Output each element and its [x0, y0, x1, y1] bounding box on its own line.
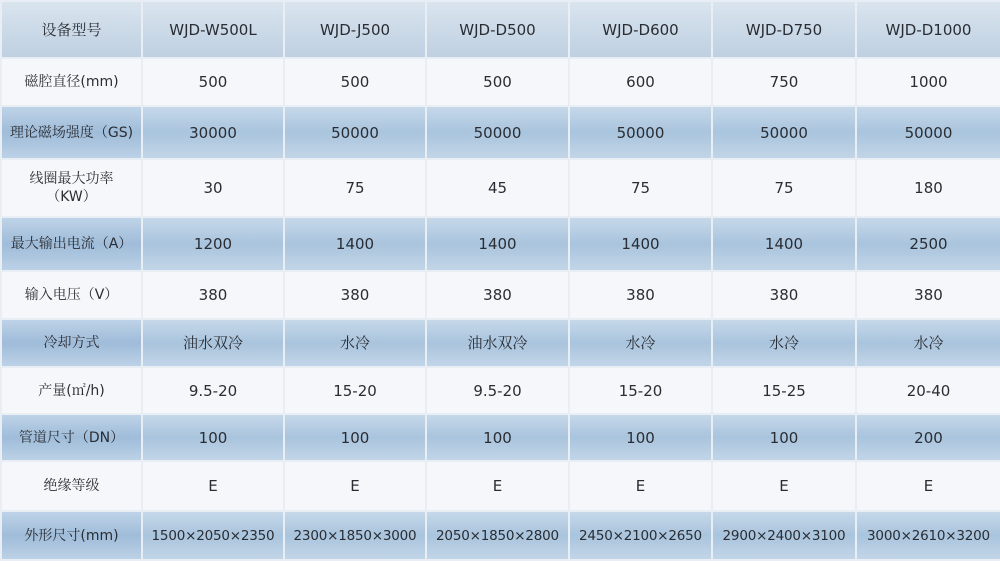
table-cell: E [569, 461, 712, 511]
table-cell: 9.5-20 [426, 367, 569, 414]
table-cell: 380 [284, 271, 426, 319]
row-label: 产量(㎡/h) [1, 367, 142, 414]
table-cell: 380 [856, 271, 1000, 319]
table-cell: 1400 [712, 217, 856, 271]
header-label: 设备型号 [1, 1, 142, 58]
table-header-row [1, 1, 1000, 58]
table-cell: E [284, 461, 426, 511]
table-cell: 20-40 [856, 367, 1000, 414]
table-cell: 1400 [284, 217, 426, 271]
table-cell: 2500 [856, 217, 1000, 271]
table-cell: E [856, 461, 1000, 511]
table-cell: 380 [142, 271, 284, 319]
table-cell: 油水双冷 [426, 319, 569, 367]
table-cell: 2050×1850×2800 [426, 511, 569, 560]
table-row [1, 511, 1000, 560]
table-cell: 1500×2050×2350 [142, 511, 284, 560]
table-row [1, 159, 1000, 217]
table-cell: 9.5-20 [142, 367, 284, 414]
table-row [1, 106, 1000, 159]
table-cell: 380 [569, 271, 712, 319]
row-label: 管道尺寸（DN） [1, 414, 142, 461]
table-row [1, 319, 1000, 367]
table-cell: 75 [284, 159, 426, 217]
table-cell: 水冷 [712, 319, 856, 367]
table-cell: 50000 [426, 106, 569, 159]
header-model: WJD-D500 [426, 1, 569, 58]
table-cell: 水冷 [856, 319, 1000, 367]
header-model: WJD-D750 [712, 1, 856, 58]
row-label: 外形尺寸(mm) [1, 511, 142, 560]
header-model: WJD-D1000 [856, 1, 1000, 58]
table-cell: 500 [142, 58, 284, 106]
table-cell: 100 [712, 414, 856, 461]
table-cell: 500 [284, 58, 426, 106]
row-label: 最大输出电流（A） [1, 217, 142, 271]
table-cell: 100 [142, 414, 284, 461]
table-cell: 750 [712, 58, 856, 106]
table-cell: 75 [712, 159, 856, 217]
header-model: WJD-W500L [142, 1, 284, 58]
table-cell: 1200 [142, 217, 284, 271]
table-cell: 30 [142, 159, 284, 217]
table-cell: 1000 [856, 58, 1000, 106]
table-row [1, 217, 1000, 271]
table-cell: 2300×1850×3000 [284, 511, 426, 560]
table-cell: 500 [426, 58, 569, 106]
table-cell: 45 [426, 159, 569, 217]
row-label: 绝缘等级 [1, 461, 142, 511]
table-row [1, 461, 1000, 511]
table-row [1, 271, 1000, 319]
table-row [1, 367, 1000, 414]
row-label: 线圈最大功率（KW） [1, 159, 142, 217]
row-label: 磁腔直径(mm) [1, 58, 142, 106]
table-cell: 15-25 [712, 367, 856, 414]
table-cell: 100 [284, 414, 426, 461]
table-cell: 3000×2610×3200 [856, 511, 1000, 560]
row-label: 输入电压（V） [1, 271, 142, 319]
table-cell: 2900×2400×3100 [712, 511, 856, 560]
table-cell: 50000 [856, 106, 1000, 159]
table-row [1, 414, 1000, 461]
table-cell: E [142, 461, 284, 511]
table-cell: 180 [856, 159, 1000, 217]
table-cell: 水冷 [569, 319, 712, 367]
table-cell: 水冷 [284, 319, 426, 367]
table-cell: 2450×2100×2650 [569, 511, 712, 560]
table-cell: 30000 [142, 106, 284, 159]
table-cell: 75 [569, 159, 712, 217]
table-cell: E [426, 461, 569, 511]
table-cell: 200 [856, 414, 1000, 461]
row-label: 理论磁场强度（GS) [1, 106, 142, 159]
table-cell: 15-20 [569, 367, 712, 414]
header-model: WJD-D600 [569, 1, 712, 58]
table-cell: 380 [426, 271, 569, 319]
table-cell: 100 [426, 414, 569, 461]
table-cell: 380 [712, 271, 856, 319]
row-label: 冷却方式 [1, 319, 142, 367]
table-cell: 600 [569, 58, 712, 106]
table-cell: 1400 [569, 217, 712, 271]
table-row [1, 58, 1000, 106]
table-cell: 50000 [569, 106, 712, 159]
header-model: WJD-J500 [284, 1, 426, 58]
table-cell: 1400 [426, 217, 569, 271]
table-cell: 100 [569, 414, 712, 461]
table-cell: 油水双冷 [142, 319, 284, 367]
table-cell: 15-20 [284, 367, 426, 414]
table-cell: 50000 [284, 106, 426, 159]
table-cell: 50000 [712, 106, 856, 159]
table-cell: E [712, 461, 856, 511]
